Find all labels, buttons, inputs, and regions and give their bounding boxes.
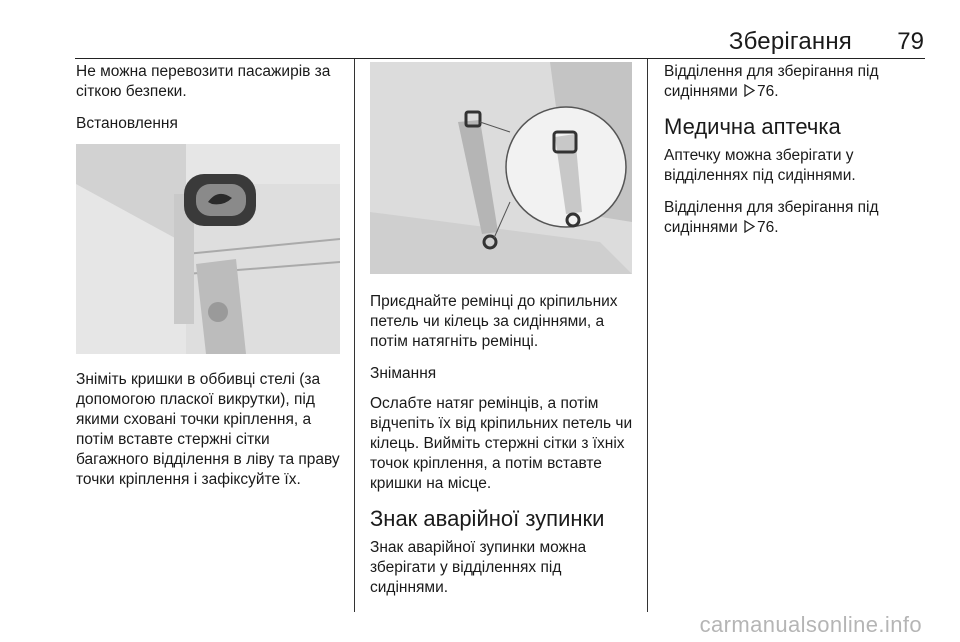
ref-text: Відділення для зберігання під сидіннями [664,63,879,100]
heading-remove: Знімання [370,365,437,382]
strap-caption: Приєднайте ремінці до кріпильних петель чи кілець за сидіннями, а потім натягніть ремінці. [370,293,618,350]
cross-reference-1 [664,62,926,102]
triangle-text: Знак аварійної зупинки можна зберігати у відділеннях під сидіннями. [370,539,587,596]
ref-page[interactable]: 76. [757,219,779,236]
cross-reference-2 [664,198,926,238]
page-reference-icon [744,84,755,97]
page-reference-icon [744,220,755,233]
column-1 [76,62,340,502]
intro-text: Не можна перевозити пасажирів за сіткою безпеки. [76,63,331,100]
illustration-ceiling-anchor [76,144,340,354]
remove-text: Ослабте натяг ремінців, а потім відчепіть їх від кріпильних петель чи кілець. Вийміть стержні сітки з їхніх точок кріплення, а потім вставте кришки на місце. [370,395,633,492]
column-2 [370,62,634,610]
section-title: Зберігання [728,28,852,55]
illustration-strap-anchor [370,62,632,274]
install-caption: Зніміть кришки в оббивці стелі (за допомогою пласкої викрутки), під якими сховані точки кріплення, а потім вставте стержні сітки багажного відділення в ліву та праву точки кріплення і зафіксуйте їх. [76,371,340,488]
heading-warning-triangle: Знак аварійної зупинки [370,506,605,531]
ref-page[interactable]: 76. [757,83,779,100]
column-divider [354,59,355,612]
watermark: carmanualsonline.info [699,612,922,637]
header-divider [75,58,925,59]
column-divider [647,59,648,612]
heading-install: Встановлення [76,115,178,132]
first-aid-text: Аптечку можна зберігати у відділеннях під сидіннями. [664,147,856,184]
column-3 [664,62,926,250]
heading-first-aid: Медична аптечка [664,114,841,139]
ref-text: Відділення для зберігання під сидіннями [664,199,879,236]
page-number: 79 [897,28,924,55]
